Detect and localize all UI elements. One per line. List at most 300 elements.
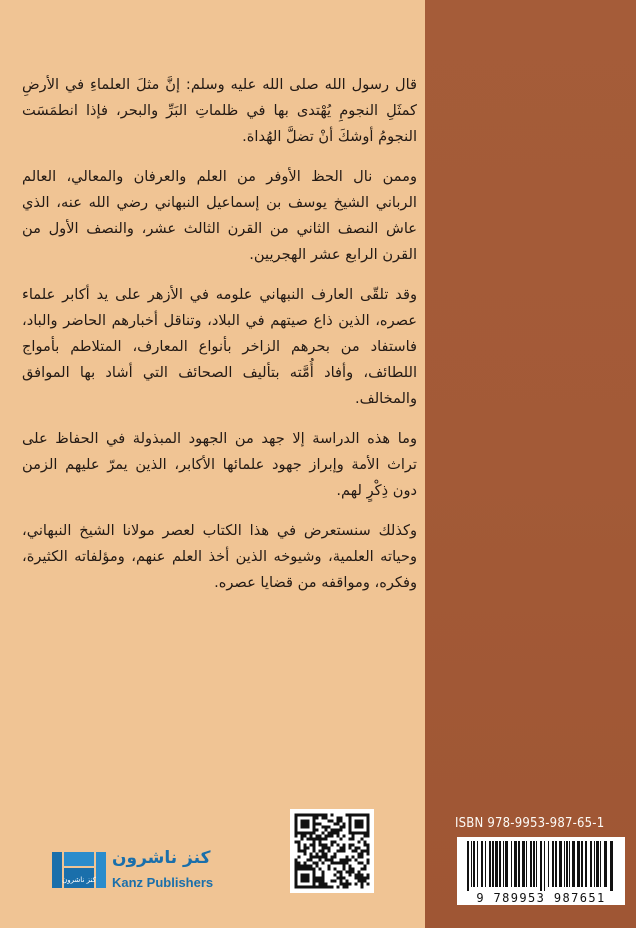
qr-module (337, 844, 340, 847)
qr-module (331, 814, 334, 817)
qr-module (304, 823, 307, 826)
qr-module (334, 874, 337, 877)
qr-module (331, 820, 334, 823)
qr-module (304, 877, 307, 880)
qr-module (337, 835, 340, 838)
qr-module (334, 862, 337, 865)
qr-module (319, 823, 322, 826)
qr-module (322, 814, 325, 817)
qr-module (352, 838, 355, 841)
qr-module (352, 835, 355, 838)
blurb-text (22, 72, 417, 610)
barcode-bar (559, 841, 562, 887)
barcode-bar (572, 841, 575, 887)
barcode-bar (511, 841, 512, 887)
qr-module (307, 865, 310, 868)
qr-module (310, 865, 313, 868)
qr-module (301, 886, 304, 889)
qr-module (367, 832, 370, 835)
qr-module (367, 862, 370, 865)
qr-module (295, 883, 298, 886)
qr-module (298, 886, 301, 889)
qr-module (331, 844, 334, 847)
qr-module (295, 814, 298, 817)
qr-module (298, 847, 301, 850)
qr-module (298, 865, 301, 868)
qr-module (313, 817, 316, 820)
qr-module (298, 868, 301, 871)
qr-module (343, 826, 346, 829)
barcode-bar (540, 841, 542, 891)
qr-module (310, 814, 313, 817)
qr-module (364, 814, 367, 817)
qr-module (313, 841, 316, 844)
qr-module (307, 859, 310, 862)
barcode-bar (594, 841, 595, 887)
qr-module (364, 832, 367, 835)
spine-color-strip (425, 0, 636, 928)
qr-module (307, 832, 310, 835)
qr-module (295, 832, 298, 835)
qr-module (358, 841, 361, 844)
qr-module (331, 829, 334, 832)
qr-module (316, 865, 319, 868)
qr-module (349, 823, 352, 826)
qr-module (301, 826, 304, 829)
qr-module (322, 862, 325, 865)
qr-module (319, 868, 322, 871)
qr-module (361, 838, 364, 841)
barcode-bar (569, 841, 570, 887)
barcode-bar (600, 841, 601, 887)
qr-module (313, 856, 316, 859)
qr-module (298, 841, 301, 844)
qr-module (331, 886, 334, 889)
qr-module (322, 844, 325, 847)
qr-module (358, 871, 361, 874)
qr-module (346, 859, 349, 862)
qr-module (346, 856, 349, 859)
qr-module (328, 865, 331, 868)
barcode-bar (530, 841, 532, 887)
qr-module (349, 820, 352, 823)
qr-module (301, 880, 304, 883)
qr-module (358, 814, 361, 817)
qr-module (337, 823, 340, 826)
qr-module (301, 877, 304, 880)
qr-module (367, 826, 370, 829)
qr-module (325, 886, 328, 889)
qr-module (343, 862, 346, 865)
qr-module (361, 823, 364, 826)
qr-module (319, 877, 322, 880)
barcode-bar (544, 841, 545, 891)
qr-module (343, 868, 346, 871)
qr-module (361, 850, 364, 853)
qr-module (325, 817, 328, 820)
qr-module (325, 883, 328, 886)
qr-module (301, 832, 304, 835)
qr-module (304, 880, 307, 883)
qr-module (367, 883, 370, 886)
qr-module (328, 886, 331, 889)
qr-module (328, 850, 331, 853)
qr-module (364, 835, 367, 838)
qr-module (337, 850, 340, 853)
blurb-paragraph-1: قال رسول الله صلى الله عليه وسلم: إنَّ مثلَ العلماءِ في الأرضِ كمثَلِ النجومِ يُهْتدى بها في ظلماتِ البَرِّ والبحر، فإذا انطمَسَت النجومُ أوشكَ أنْ تضلَّ الهُداة. (22, 76, 417, 145)
qr-module (304, 820, 307, 823)
qr-module (367, 859, 370, 862)
qr-module (364, 880, 367, 883)
qr-module (361, 820, 364, 823)
qr-module (334, 868, 337, 871)
qr-module (304, 886, 307, 889)
qr-module (307, 886, 310, 889)
qr-module (310, 844, 313, 847)
qr-module (352, 814, 355, 817)
qr-module (310, 886, 313, 889)
qr-module (355, 832, 358, 835)
barcode-bar (518, 841, 520, 887)
qr-module (364, 850, 367, 853)
qr-module (307, 823, 310, 826)
qr-module (304, 826, 307, 829)
qr-module (313, 820, 316, 823)
qr-module (301, 823, 304, 826)
qr-module (319, 844, 322, 847)
qr-module (304, 868, 307, 871)
barcode-bar (471, 841, 472, 887)
qr-module (337, 862, 340, 865)
qr-module (334, 880, 337, 883)
blurb-paragraph-2: وممن نال الحظ الأوفر من العلم والعرفان والمعالي، العالم الرباني الشيخ يوسف بن إسماعيل النبهاني رضي الله عنه، الذي عاش النصف الثاني من القرن الثالث عشر، والنصف الأول من القرن الرابع عشر الهجريين. (22, 168, 417, 263)
qr-module (340, 847, 343, 850)
qr-module (313, 862, 316, 865)
qr-module (355, 826, 358, 829)
qr-module (301, 820, 304, 823)
qr-module (349, 847, 352, 850)
qr-module (301, 850, 304, 853)
qr-module (313, 829, 316, 832)
qr-module (295, 841, 298, 844)
qr-module (322, 856, 325, 859)
barcode-bar (577, 841, 580, 887)
qr-module (307, 868, 310, 871)
qr-module (313, 868, 316, 871)
qr-module (340, 871, 343, 874)
qr-module (319, 835, 322, 838)
qr-module (295, 874, 298, 877)
qr-module (337, 877, 340, 880)
qr-module (310, 853, 313, 856)
qr-module (346, 883, 349, 886)
qr-module (325, 838, 328, 841)
qr-module (367, 814, 370, 817)
qr-module (295, 823, 298, 826)
qr-module (364, 841, 367, 844)
qr-module (331, 832, 334, 835)
qr-module (310, 832, 313, 835)
qr-module (352, 832, 355, 835)
qr-module (334, 823, 337, 826)
barcode-bar (536, 841, 537, 887)
blurb-paragraph-4: وما هذه الدراسة إلا جهد من الجهود المبذولة في الحفاظ على تراث الأمة وإبراز جهود علمائها الأكابر، الذين يمرّ عليهم الزمن دون ذِكْرٍ لهم. (22, 430, 417, 499)
qr-module (295, 877, 298, 880)
qr-module (307, 814, 310, 817)
barcode-bar (473, 841, 475, 887)
qr-module (358, 880, 361, 883)
qr-module (304, 835, 307, 838)
qr-module (313, 826, 316, 829)
qr-module (352, 850, 355, 853)
barcode-bar (495, 841, 498, 887)
barcode-bars (461, 841, 621, 891)
qr-module (295, 886, 298, 889)
qr-module (349, 868, 352, 871)
qr-module (304, 844, 307, 847)
qr-module (337, 871, 340, 874)
qr-module (334, 841, 337, 844)
qr-module (316, 838, 319, 841)
barcode-bar (548, 841, 549, 887)
qr-module (364, 868, 367, 871)
qr-module (298, 856, 301, 859)
qr-module (295, 871, 298, 874)
qr-module (358, 862, 361, 865)
qr-module (322, 850, 325, 853)
qr-module (349, 814, 352, 817)
qr-module (367, 820, 370, 823)
qr-module (295, 826, 298, 829)
qr-module (358, 874, 361, 877)
qr-module (331, 880, 334, 883)
blurb-paragraph-3: وقد تلقّى العارف النبهاني علومه في الأزهر على يد أكابر علماء عصره، الذين ذاع صيتهم في البلاد، وتناقل أخبارهم الحاضر والباد، فاستفاد من بحرهم الزاخر بأنواع المعارف، المتلاطم بأمواج اللطائف، وأفاد أُمَّته بتأليف الصحائف التي أشاد بها الموافق والمخالف. (22, 286, 417, 407)
barcode-bar (485, 841, 486, 887)
qr-module (343, 844, 346, 847)
qr-module (304, 832, 307, 835)
qr-module (316, 835, 319, 838)
qr-module (298, 862, 301, 865)
qr-module (349, 865, 352, 868)
qr-module (352, 856, 355, 859)
qr-module (367, 823, 370, 826)
qr-module (349, 883, 352, 886)
qr-module (310, 868, 313, 871)
qr-module (334, 856, 337, 859)
qr-module (301, 874, 304, 877)
qr-module (304, 874, 307, 877)
qr-module (367, 850, 370, 853)
qr-module (316, 862, 319, 865)
qr-module (316, 880, 319, 883)
qr-code-icon (290, 809, 374, 893)
qr-module (340, 850, 343, 853)
qr-module (367, 829, 370, 832)
qr-module (340, 817, 343, 820)
barcode-bar (610, 841, 613, 891)
qr-module (325, 814, 328, 817)
qr-module (343, 847, 346, 850)
qr-module (313, 877, 316, 880)
qr-module (322, 853, 325, 856)
qr-module (343, 850, 346, 853)
qr-module (346, 880, 349, 883)
qr-module (319, 883, 322, 886)
qr-module (313, 823, 316, 826)
barcode-bar (604, 841, 607, 887)
barcode-bar (585, 841, 587, 887)
qr-module (295, 835, 298, 838)
qr-module (367, 877, 370, 880)
qr-module (301, 868, 304, 871)
barcode-bar (596, 841, 599, 887)
barcode-digits: 9 789953 987651 (476, 891, 606, 905)
qr-module (316, 877, 319, 880)
qr-module (367, 844, 370, 847)
qr-module (304, 847, 307, 850)
qr-module (319, 859, 322, 862)
qr-module (310, 859, 313, 862)
qr-module (337, 886, 340, 889)
qr-module (313, 847, 316, 850)
qr-module (346, 862, 349, 865)
qr-module (367, 835, 370, 838)
qr-module (328, 832, 331, 835)
qr-module (313, 886, 316, 889)
qr-module (328, 847, 331, 850)
qr-module (349, 829, 352, 832)
barcode-bar (552, 841, 554, 887)
qr-module (343, 859, 346, 862)
qr-module (355, 874, 358, 877)
qr-module (295, 862, 298, 865)
qr-module (343, 883, 346, 886)
qr-module (340, 859, 343, 862)
qr-module (310, 856, 313, 859)
qr-module (325, 856, 328, 859)
qr-module (322, 847, 325, 850)
qr-module (304, 865, 307, 868)
qr-module (361, 853, 364, 856)
qr-module (334, 853, 337, 856)
qr-module (340, 877, 343, 880)
qr-module (316, 817, 319, 820)
qr-module (313, 814, 316, 817)
qr-module (343, 877, 346, 880)
qr-module (364, 865, 367, 868)
qr-module (325, 847, 328, 850)
qr-module (319, 841, 322, 844)
qr-module (358, 826, 361, 829)
qr-module (328, 820, 331, 823)
qr-module (298, 844, 301, 847)
qr-module (361, 856, 364, 859)
qr-module (325, 829, 328, 832)
qr-module (349, 859, 352, 862)
qr-module (355, 883, 358, 886)
barcode-bar (522, 841, 525, 887)
qr-module (319, 856, 322, 859)
qr-module (361, 880, 364, 883)
qr-module (337, 820, 340, 823)
qr-module (298, 850, 301, 853)
qr-module (355, 814, 358, 817)
qr-module (295, 868, 298, 871)
barcode-bar (590, 841, 592, 887)
qr-module (325, 859, 328, 862)
qr-module (361, 874, 364, 877)
qr-module (319, 880, 322, 883)
qr-module (325, 835, 328, 838)
qr-module (346, 814, 349, 817)
qr-module (352, 844, 355, 847)
barcode-bar (526, 841, 527, 887)
qr-module (298, 832, 301, 835)
publisher-mark-text: كنز ناشرون (62, 876, 96, 884)
qr-module (325, 853, 328, 856)
qr-module (322, 877, 325, 880)
blurb-paragraph-5: وكذلك سنستعرض في هذا الكتاب لعصر مولانا الشيخ النبهاني، وحياته العلمية، وشيوخه الذين أخذ العلم عنهم، ومؤلفاته الكثيرة، وفكره، ومواقفه من قضايا عصره. (22, 522, 417, 591)
qr-module (355, 877, 358, 880)
qr-module (358, 847, 361, 850)
barcode-bar (489, 841, 491, 887)
qr-module (349, 826, 352, 829)
qr-module (307, 826, 310, 829)
qr-module (316, 853, 319, 856)
qr-module (367, 853, 370, 856)
qr-module (325, 826, 328, 829)
qr-module (322, 880, 325, 883)
barcode-bar (503, 841, 504, 887)
qr-module (313, 871, 316, 874)
qr-module (328, 826, 331, 829)
qr-module (331, 835, 334, 838)
qr-module (358, 853, 361, 856)
qr-module (334, 832, 337, 835)
barcode-bar (467, 841, 469, 891)
qr-module (313, 850, 316, 853)
qr-module (343, 823, 346, 826)
qr-module (316, 886, 319, 889)
qr-module (361, 877, 364, 880)
barcode (457, 837, 625, 905)
qr-module (322, 874, 325, 877)
qr-module (343, 835, 346, 838)
qr-module (355, 823, 358, 826)
qr-module (355, 847, 358, 850)
qr-module (307, 820, 310, 823)
qr-module (358, 820, 361, 823)
qr-module (340, 880, 343, 883)
publisher-mark-icon (50, 848, 108, 892)
isbn-label: ISBN 978-9953-987-65-1 (455, 816, 605, 831)
qr-module (304, 850, 307, 853)
qr-module (325, 844, 328, 847)
qr-module (295, 820, 298, 823)
qr-module (343, 865, 346, 868)
qr-module (349, 874, 352, 877)
qr-module (319, 886, 322, 889)
qr-module (349, 817, 352, 820)
qr-module (322, 826, 325, 829)
qr-module (328, 868, 331, 871)
qr-module (343, 886, 346, 889)
qr-module (295, 859, 298, 862)
qr-module (361, 862, 364, 865)
qr-module (349, 838, 352, 841)
barcode-bar (505, 841, 508, 887)
qr-module (346, 886, 349, 889)
